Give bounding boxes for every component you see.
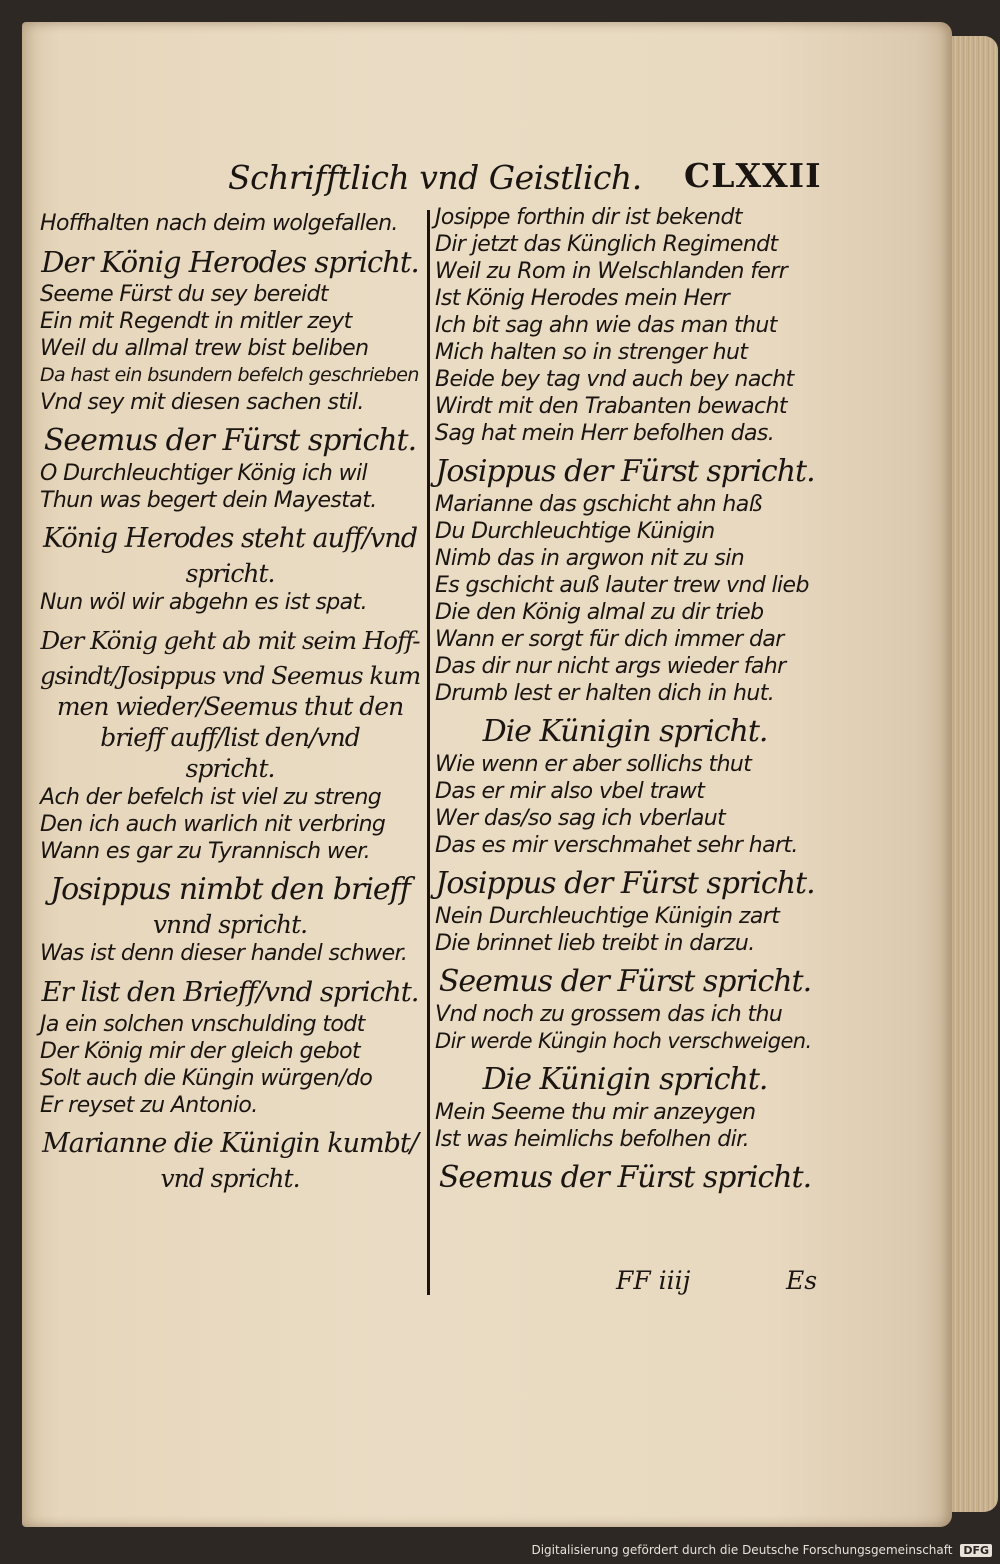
verse-line: Weil du allmal trew bist beliben xyxy=(40,336,369,361)
stage-direction: men wieder/Seemus thut den xyxy=(56,692,404,721)
verse-line: Ein mit Regendt in mitler zeyt xyxy=(40,309,352,334)
verse-line: Thun was begert dein Mayestat. xyxy=(40,488,377,513)
verse-line: Mich halten so in strenger hut xyxy=(435,340,748,365)
stage-direction: vnnd spricht. xyxy=(152,910,308,939)
column-rule xyxy=(427,210,430,1295)
verse-line: Die den König almal zu dir trieb xyxy=(435,600,764,625)
dfg-logo: DFG xyxy=(960,1544,992,1557)
stage-direction: vnd spricht. xyxy=(160,1164,300,1193)
verse-line: Wie wenn er aber sollichs thut xyxy=(435,752,752,777)
right-column xyxy=(435,204,815,1197)
catchword: Es xyxy=(786,1266,818,1295)
verse-line: Er reyset zu Antonio. xyxy=(40,1093,258,1118)
verse-line: Marianne das gschicht ahn haß xyxy=(435,492,762,517)
signature-mark: FF iiij xyxy=(616,1266,691,1295)
verse-line: Hoffhalten nach deim wolgefallen. xyxy=(40,211,398,236)
speaker-heading: Seemus der Fürst spricht. xyxy=(438,964,812,999)
verse-line: Wann es gar zu Tyrannisch wer. xyxy=(40,839,370,864)
speaker-heading: Der König Herodes spricht. xyxy=(41,245,419,279)
verse-line: Den ich auch warlich nit verbring xyxy=(40,812,386,837)
verse-line: Was ist denn dieser handel schwer. xyxy=(40,941,408,966)
running-title: Schrifftlich vnd Geistlich. xyxy=(228,158,642,197)
digitization-footer xyxy=(531,1543,992,1557)
speaker-heading: Die Künigin spricht. xyxy=(482,714,768,749)
verse-line: Mein Seeme thu mir anzeygen xyxy=(435,1100,756,1125)
speaker-heading: Marianne die Künigin kumbt/ xyxy=(42,1128,418,1159)
verse-line: Dir werde Küngin hoch verschweigen. xyxy=(435,1029,812,1053)
stage-direction: spricht. xyxy=(185,559,275,588)
verse-line: Solt auch die Küngin würgen/do xyxy=(40,1066,373,1091)
speaker-heading: Josippus nimbt den brieff xyxy=(50,872,410,907)
speaker-heading: Die Künigin spricht. xyxy=(482,1062,768,1097)
verse-line: Ich bit sag ahn wie das man thut xyxy=(435,313,777,338)
stage-direction: gsindt/Josippus vnd Seemus kum xyxy=(40,661,421,690)
stage-direction: brieff auff/list den/vnd xyxy=(100,723,360,752)
verse-line: Ja ein solchen vnschulding todt xyxy=(40,1012,365,1037)
verse-line: Die brinnet lieb treibt in darzu. xyxy=(435,931,755,956)
verse-line: Wer das/so sag ich vberlaut xyxy=(435,806,726,831)
speaker-heading: Seemus der Fürst spricht. xyxy=(438,1160,812,1195)
speaker-heading: König Herodes steht auff/vnd xyxy=(43,523,417,554)
verse-line: Weil zu Rom in Welschlanden ferr xyxy=(435,259,788,284)
speaker-heading: Der König geht ab mit seim Hoff- xyxy=(40,626,420,655)
verse-line: Es gschicht auß lauter trew vnd lieb xyxy=(435,573,809,598)
verse-line: Das dir nur nicht args wieder fahr xyxy=(435,654,786,679)
verse-line: Nun wöl wir abgehn es ist spat. xyxy=(40,590,367,615)
verse-line: Dir jetzt das Künglich Regimendt xyxy=(435,232,778,257)
verse-line: Ist was heimlichs befolhen dir. xyxy=(435,1127,749,1152)
verse-line: Josippe forthin dir ist bekendt xyxy=(435,205,742,230)
verse-line: Das es mir verschmahet sehr hart. xyxy=(435,833,798,858)
verse-line: Nimb das in argwon nit zu sin xyxy=(435,546,745,571)
verse-line: Wann er sorgt für dich immer dar xyxy=(435,627,784,652)
verse-line: Beide bey tag vnd auch bey nacht xyxy=(435,367,794,392)
verse-line: O Durchleuchtiger König ich wil xyxy=(40,461,368,486)
speaker-heading: Josippus der Fürst spricht. xyxy=(435,866,815,901)
verse-line: Vnd noch zu grossem das ich thu xyxy=(435,1002,783,1027)
verse-line: Das er mir also vbel trawt xyxy=(435,779,705,804)
verse-line: Ach der befelch ist viel zu streng xyxy=(40,785,382,810)
footer-text: Digitalisierung gefördert durch die Deutsche Forschungsgemeinschaft xyxy=(531,1543,953,1557)
verse-line: Wirdt mit den Trabanten bewacht xyxy=(435,394,787,419)
speaker-heading: Seemus der Fürst spricht. xyxy=(43,423,417,458)
folio-number: CLXXII xyxy=(684,156,822,195)
stage-direction: spricht. xyxy=(185,754,275,783)
left-column xyxy=(40,210,420,1194)
verse-line: Seeme Fürst du sey bereidt xyxy=(40,282,328,307)
book-page-edges xyxy=(952,36,998,1512)
speaker-heading: Er list den Brieff/vnd spricht. xyxy=(41,976,419,1008)
verse-line: Nein Durchleuchtige Künigin zart xyxy=(435,904,780,929)
verse-line: Drumb lest er halten dich in hut. xyxy=(435,681,775,706)
speaker-heading: Josippus der Fürst spricht. xyxy=(435,454,815,489)
verse-line: Sag hat mein Herr befolhen das. xyxy=(435,421,775,446)
verse-line: Vnd sey mit diesen sachen stil. xyxy=(40,390,364,415)
verse-line: Du Durchleuchtige Künigin xyxy=(435,519,715,544)
verse-line: Da hast ein bsundern befelch geschrieben xyxy=(40,364,419,386)
verse-line: Ist König Herodes mein Herr xyxy=(435,286,730,311)
verse-line: Der König mir der gleich gebot xyxy=(40,1039,361,1064)
